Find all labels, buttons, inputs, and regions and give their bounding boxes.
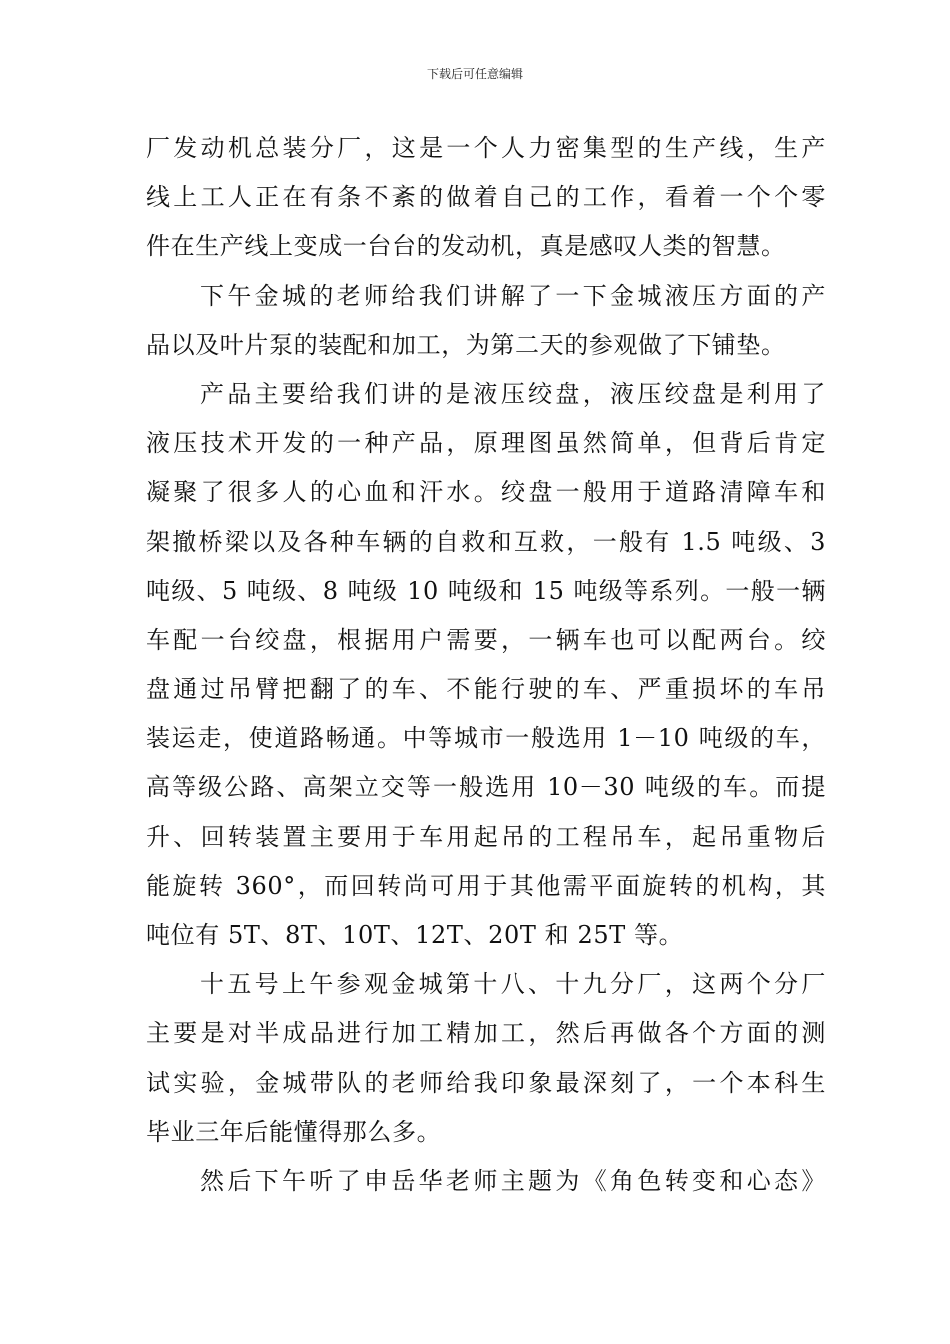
text-line: 盘通过吊臂把翻了的车、不能行驶的车、严重损坏的车吊 (146, 675, 826, 704)
text-line: 升、回转装置主要用于车用起吊的工程吊车，起吊重物后 (146, 822, 826, 851)
text-line: 高等级公路、高架立交等一般选用 10－30 吨级的车。而提 (146, 773, 826, 802)
paragraph (146, 1157, 826, 1206)
text-line: 产品主要给我们讲的是液压绞盘，液压绞盘是利用了 (200, 379, 826, 408)
paragraph (146, 960, 826, 1157)
text-line: 品以及叶片泵的装配和加工，为第二天的参观做了下铺垫。 (146, 330, 786, 359)
text-line: 吨位有 5T、8T、10T、12T、20T 和 25T 等。 (146, 921, 684, 949)
text-line: 线上工人正在有条不紊的做着自己的工作，看着一个个零 (146, 183, 826, 212)
paragraph (146, 124, 826, 272)
text-line: 车配一台绞盘，根据用户需要，一辆车也可以配两台。绞 (146, 625, 826, 654)
text-line: 装运走，使道路畅通。中等城市一般选用 1－10 吨级的车， (146, 724, 826, 753)
document-body (146, 124, 826, 1206)
text-line: 然后下午听了申岳华老师主题为《角色转变和心态》 (200, 1166, 826, 1195)
paragraph (146, 370, 826, 960)
text-line: 十五号上午参观金城第十八、十九分厂，这两个分厂 (200, 970, 826, 999)
page-header: 下载后可任意编辑 (426, 67, 523, 81)
text-line: 架撤桥梁以及各种车辆的自救和互救，一般有 1.5 吨级、3 (146, 527, 826, 556)
text-line: 毕业三年后能懂得那么多。 (146, 1117, 442, 1146)
text-line: 下午金城的老师给我们讲解了一下金城液压方面的产 (200, 281, 826, 310)
text-line: 厂发动机总装分厂，这是一个人力密集型的生产线，生产 (146, 134, 826, 162)
paragraph (146, 272, 826, 370)
text-line: 吨级、5 吨级、8 吨级 10 吨级和 15 吨级等系列。一般一辆 (146, 576, 826, 605)
text-line: 试实验，金城带队的老师给我印象最深刻了，一个本科生 (146, 1068, 826, 1097)
text-line: 主要是对半成品进行加工精加工，然后再做各个方面的测 (146, 1019, 826, 1048)
text-line: 能旋转 360°，而回转尚可用于其他需平面旋转的机构，其 (146, 871, 826, 900)
text-line: 件在生产线上变成一台台的发动机，真是感叹人类的智慧。 (146, 232, 786, 261)
text-line: 液压技术开发的一种产品，原理图虽然简单，但背后肯定 (146, 429, 826, 458)
text-line: 凝聚了很多人的心血和汗水。绞盘一般用于道路清障车和 (146, 478, 826, 507)
